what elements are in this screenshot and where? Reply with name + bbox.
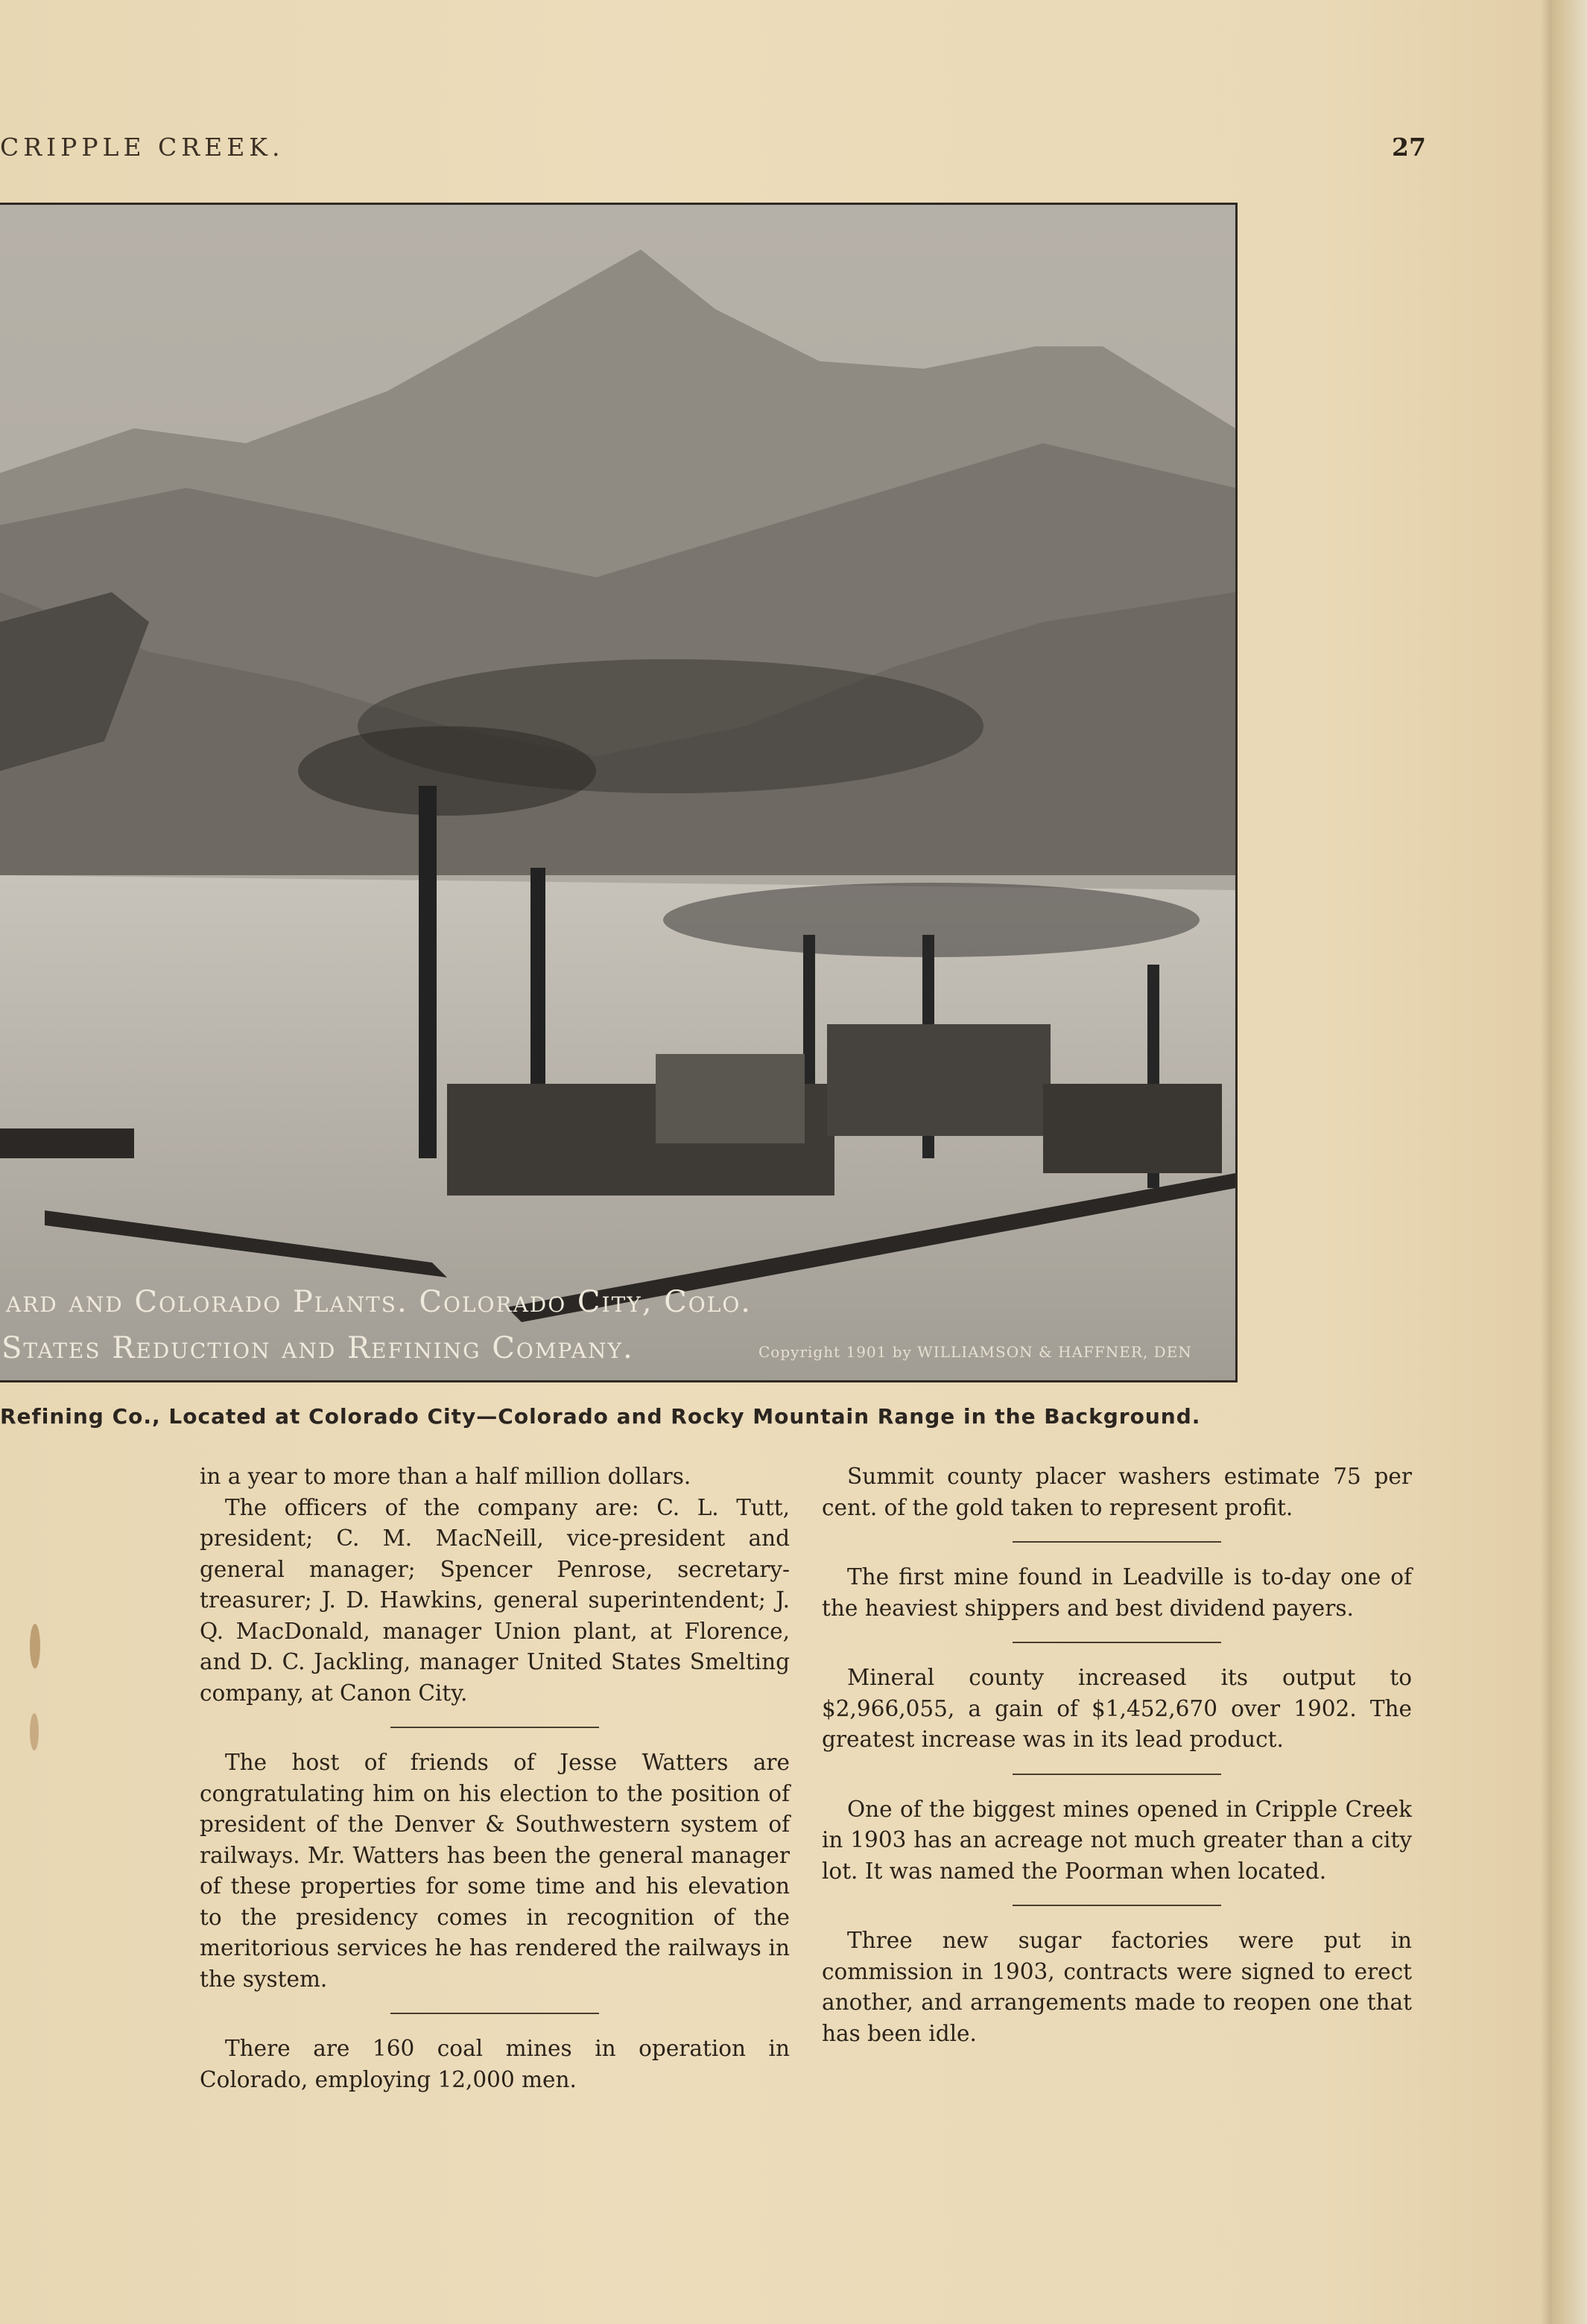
section-divider: [1013, 1541, 1221, 1543]
paragraph: Three new sugar factories were put in commission in 1903, contracts were signed to erect another, and arrangements made to reopen one that has been idle.: [822, 1928, 1412, 2046]
paragraph: Summit county placer washers estimate 75 per cent. of the gold taken to represent profit.: [822, 1464, 1412, 1520]
section-divider: [390, 2013, 599, 2014]
page-edge-shadow: [1541, 0, 1551, 2324]
right-text-column: [822, 1461, 1412, 2049]
paragraph: Mineral county increased its output to $2,966,055, a gain of $1,452,670 over 1902. The greatest increase was in its lead product.: [822, 1665, 1412, 1752]
plate-copyright: Copyright 1901 by WILLIAMSON & HAFFNER, DEN: [758, 1343, 1192, 1361]
section-divider: [1013, 1774, 1221, 1775]
illustration-caption: Refining Co., Located at Colorado City—Colorado and Rocky Mountain Range in the Background.: [0, 1404, 1201, 1429]
page-number: 27: [1392, 133, 1426, 162]
section-divider: [1013, 1905, 1221, 1906]
paragraph: in a year to more than a half million dollars.: [200, 1464, 691, 1489]
foxing-mark: [30, 1624, 40, 1669]
left-text-column: [200, 1461, 790, 2095]
engraving-illustration: [0, 203, 1238, 1382]
foxing-mark: [30, 1713, 39, 1750]
paragraph: There are 160 coal mines in operation in Colorado, employing 12,000 men.: [200, 2036, 790, 2092]
paragraph: The officers of the company are: C. L. Tutt, president; C. M. MacNeill, vice-president and general manager; Spencer Penrose, secretary-treasurer; J. D. Hawkins, general superintendent; J. Q. MacDonald, manager Union plant, at Florence, and D. C. Jackling, manager United States Smelting company, at Canon City.: [200, 1494, 790, 1706]
section-divider: [1013, 1642, 1221, 1643]
paragraph: One of the biggest mines opened in Cripple Creek in 1903 has an acreage not much greater than a city lot. It was named the Poorman when located.: [822, 1796, 1412, 1884]
plate-legend-line-2: States Reduction and Refining Company.: [1, 1331, 634, 1365]
smelter-landscape-engraving: [0, 205, 1235, 1380]
plate-legend-line-1: ard and Colorado Plants. Colorado City, Colo.: [6, 1285, 753, 1319]
paragraph: The host of friends of Jesse Watters are congratulating him on his election to the position of president of the Denver & Southwestern system of railways. Mr. Watters has been the general manager of these properties for some time and his elevation to the presidency comes in recognition of the meritorious services he has rendered the railways in the system.: [200, 1750, 790, 1992]
running-head: CRIPPLE CREEK.: [0, 133, 285, 162]
paragraph: The first mine found in Leadville is to-day one of the heaviest shippers and best dividend payers.: [822, 1564, 1412, 1621]
page-edge: [1551, 0, 1587, 2324]
section-divider: [390, 1727, 599, 1728]
